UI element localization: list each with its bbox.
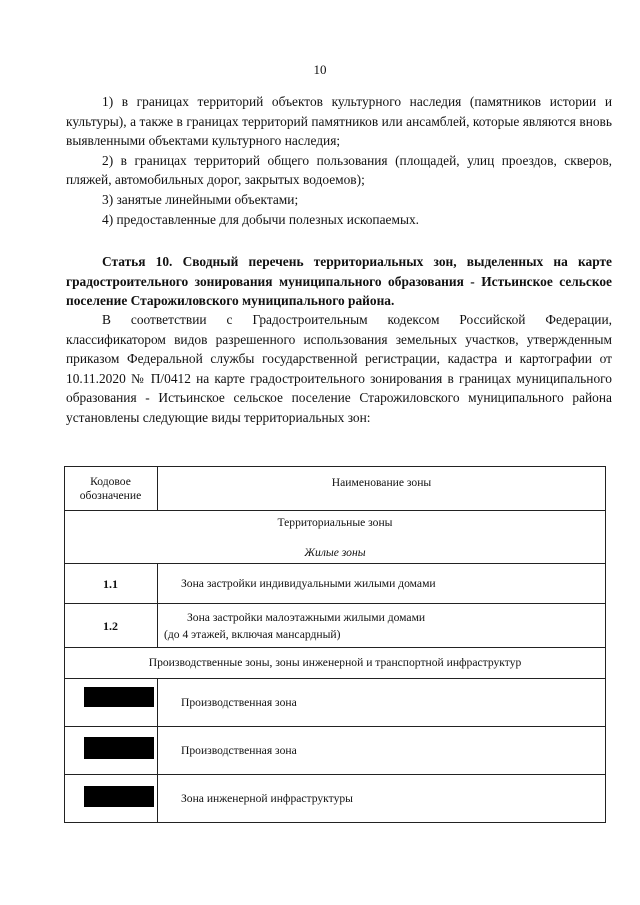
zone-note: (до 4 этажей, включая мансардный): [164, 628, 341, 641]
zone-name: Зона инженерной инфраструктуры: [181, 792, 353, 805]
redacted-code: [84, 786, 154, 807]
list-item: 2) в границах территорий общего пользования (площадей, улиц проездов, скверов, пляжей, автомобильных дорог, закрытых водоемов);: [66, 152, 612, 188]
zone-code: 1.2: [103, 619, 118, 633]
section-residential: Жилые зоны: [304, 546, 366, 559]
article-heading: Статья 10. Сводный перечень территориальных зон, выделенных на карте градостроительного зонирования муниципального образования - Истьинское сельское поселение Старожиловского муниципального района.: [66, 254, 612, 309]
header-name: Наименование зоны: [331, 476, 432, 489]
body-paragraph: В соответствии с Градостроительным кодексом Российской Федерации, классификатором видов разрешенного использования земельных участков, утвержденным приказом Федеральной службы государственной регистрации, кадастра и картографии от 10.11.2020 № П/0412 на карте градостроительного зонирования в границах муниципального образования - Истьинское сельское поселение Старожиловского муниципального района установлены следующие виды территориальных зон:: [66, 312, 612, 425]
permit-list: [66, 92, 612, 229]
page-number: 10: [313, 62, 327, 77]
zone-name: Производственная зона: [181, 744, 297, 757]
section-territorial: Территориальные зоны: [277, 516, 393, 529]
list-item: 1) в границах территорий объектов культурного наследия (памятников истории и культуры), а также в границах территорий памятников или ансамблей, которые являются вновь выявленными объектами культурного наследия;: [66, 94, 612, 149]
zone-name: Зона застройки индивидуальными жилыми домами: [181, 577, 436, 590]
redacted-code: [84, 687, 154, 707]
redacted-code: [84, 737, 154, 759]
list-item: 4) предоставленные для добычи полезных ископаемых.: [102, 211, 420, 227]
list-item: 3) занятые линейными объектами;: [102, 191, 299, 207]
zone-name: Зона застройки малоэтажными жилыми домами: [187, 611, 426, 624]
body-paragraph-block: [66, 310, 612, 428]
header-code: Кодовое обозначение: [79, 475, 142, 502]
zone-code: 1.1: [103, 577, 118, 591]
zone-table: [64, 466, 606, 823]
zone-name: Производственная зона: [181, 696, 297, 709]
section-production: Производственные зоны, зоны инженерной и транспортной инфраструктур: [148, 656, 522, 669]
